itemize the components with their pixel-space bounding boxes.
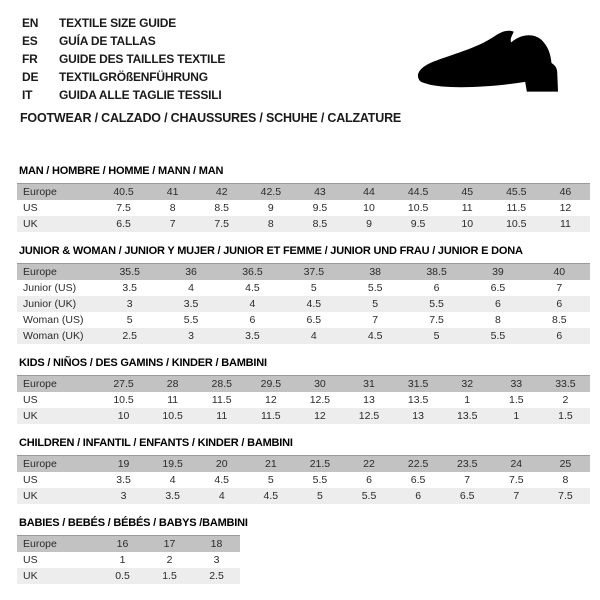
section-children [17, 437, 600, 504]
size-value-cell: 16 [116, 538, 129, 550]
size-value-cell: 8.5 [552, 314, 567, 326]
size-value-cell: 19.5 [162, 458, 183, 470]
size-value-cell: 38.5 [426, 266, 447, 278]
size-value-cell: 31 [363, 378, 375, 390]
size-value-cell: 6.5 [410, 474, 426, 486]
size-value-cell: 9.5 [410, 218, 426, 230]
row-label-cell: UK [23, 410, 38, 422]
size-value-cell: 31.5 [407, 378, 429, 390]
size-value-cell: 33.5 [555, 378, 576, 390]
size-value-cell: 20 [215, 458, 228, 470]
size-value-cell: 32 [461, 378, 474, 390]
size-value-cell: 7.5 [558, 490, 573, 502]
size-value-cell: 12 [559, 202, 572, 214]
size-value-cell: 23.5 [456, 458, 478, 470]
size-value-cell: 5.5 [361, 490, 377, 502]
size-value-cell: 7 [464, 474, 471, 486]
size-value-cell: 3 [126, 298, 133, 310]
size-value-cell: 22.5 [407, 458, 429, 470]
size-value-cell: 3 [120, 490, 127, 502]
section-man [17, 165, 600, 232]
size-value-cell: 11 [167, 394, 179, 406]
size-value-cell: 28.5 [211, 378, 232, 390]
size-value-cell: 38 [369, 266, 382, 278]
size-value-cell: 21 [264, 458, 277, 470]
size-row [17, 392, 590, 408]
row-label-cell: Junior (UK) [23, 298, 77, 310]
size-value-cell: 9.5 [312, 202, 328, 214]
language-label: TEXTILE SIZE GUIDE [59, 16, 177, 30]
size-value-cell: 8 [267, 218, 274, 230]
size-value-cell: 35.5 [119, 266, 140, 278]
size-value-cell: 1 [119, 554, 126, 566]
europe-size-row [17, 536, 240, 553]
size-value-cell: 6 [556, 298, 563, 310]
size-value-cell: 10.5 [162, 410, 183, 422]
row-label-cell: Woman (US) [23, 314, 84, 326]
size-value-cell: 10.5 [407, 202, 429, 214]
size-value-cell: 7 [169, 218, 176, 230]
size-value-cell: 4.5 [214, 474, 230, 486]
size-value-cell: 43 [314, 186, 326, 198]
size-value-cell: 18 [210, 538, 223, 550]
size-row [17, 280, 590, 296]
language-label: GUIDE DES TAILLES TEXTILE [59, 52, 226, 66]
size-value-cell: 29.5 [260, 378, 282, 390]
size-value-cell: 2.5 [122, 330, 137, 342]
section-babies [17, 517, 600, 584]
size-value-cell: 37.5 [303, 266, 325, 278]
size-value-cell: 4 [310, 330, 317, 342]
size-value-cell: 13.5 [456, 410, 478, 422]
size-value-cell: 4 [188, 282, 194, 294]
size-value-cell: 13 [412, 410, 424, 422]
size-value-cell: 11 [461, 202, 473, 214]
row-label-cell: Junior (US) [23, 282, 77, 294]
size-row [17, 552, 240, 568]
size-value-cell: 13.5 [407, 394, 429, 406]
size-value-cell: 8 [562, 474, 569, 486]
section-title: BABIES / BEBÉS / BÉBÉS / BABYS /BAMBINI [19, 517, 248, 529]
size-value-cell: 9 [366, 218, 372, 230]
size-value-cell: 5.5 [490, 330, 506, 342]
language-code: ES [22, 34, 38, 48]
row-label-cell: Woman (UK) [23, 330, 84, 342]
size-value-cell: 7.5 [508, 474, 524, 486]
size-value-cell: 3.5 [122, 282, 137, 294]
size-value-cell: 17 [163, 538, 176, 550]
size-row [17, 216, 590, 232]
section-title: MAN / HOMBRE / HOMME / MANN / MAN [19, 165, 224, 177]
size-value-cell: 22 [363, 458, 375, 470]
size-value-cell: 12.5 [309, 394, 331, 406]
size-value-cell: 11 [216, 410, 228, 422]
size-value-cell: 0.5 [115, 570, 130, 582]
size-value-cell: 6 [415, 490, 422, 502]
size-value-cell: 10 [363, 202, 375, 214]
size-value-cell: 8 [169, 202, 176, 214]
row-label-cell: US [23, 202, 38, 214]
size-value-cell: 5 [267, 474, 274, 486]
size-row [17, 568, 240, 584]
size-value-cell: 3.5 [183, 298, 199, 310]
size-value-cell: 33 [510, 378, 523, 390]
size-value-cell: 6.5 [490, 282, 506, 294]
size-value-cell: 6.5 [116, 218, 131, 230]
size-row [17, 488, 590, 504]
size-value-cell: 9 [267, 202, 274, 214]
language-label: TEXTILGRÖßENFÜHRUNG [59, 70, 208, 84]
size-value-cell: 10 [117, 410, 130, 422]
size-value-cell: 1 [464, 394, 471, 406]
language-code: EN [22, 16, 39, 30]
language-code: IT [22, 88, 33, 102]
size-value-cell: 28 [166, 378, 179, 390]
size-table [17, 535, 240, 584]
size-value-cell: 10.5 [113, 394, 134, 406]
size-value-cell: 24 [510, 458, 523, 470]
size-value-cell: 5 [310, 282, 317, 294]
size-value-cell: 8.5 [214, 202, 230, 214]
size-value-cell: 12.5 [358, 410, 380, 422]
row-label-cell: US [23, 554, 38, 566]
language-code: FR [22, 52, 38, 66]
row-label-cell: Europe [23, 538, 57, 550]
language-label: GUÍA DE TALLAS [59, 34, 156, 48]
size-value-cell: 7 [513, 490, 520, 502]
size-value-cell: 42 [215, 186, 228, 198]
europe-size-row [17, 264, 590, 281]
size-value-cell: 5 [126, 314, 133, 326]
europe-size-row [17, 184, 590, 201]
size-value-cell: 6 [556, 330, 563, 342]
size-value-cell: 7.5 [116, 202, 131, 214]
size-value-cell: 2.5 [209, 570, 224, 582]
size-value-cell: 10.5 [506, 218, 527, 230]
size-value-cell: 42.5 [260, 186, 282, 198]
size-value-cell: 12 [314, 410, 326, 422]
section-title: KIDS / NIÑOS / DES GAMINS / KINDER / BAMBINI [19, 357, 267, 369]
size-value-cell: 6 [495, 298, 501, 310]
size-value-cell: 11.5 [211, 394, 232, 406]
size-value-cell: 10 [461, 218, 474, 230]
size-value-cell: 1.5 [162, 570, 177, 582]
size-value-cell: 2 [166, 554, 173, 566]
size-value-cell: 1.5 [558, 410, 573, 422]
size-value-cell: 6.5 [459, 490, 475, 502]
section-title: CHILDREN / INFANTIL / ENFANTS / KINDER / BAMBINI [19, 437, 293, 449]
row-label-cell: UK [23, 218, 38, 230]
size-value-cell: 4.5 [263, 490, 279, 502]
europe-size-row [17, 376, 590, 393]
size-table [17, 263, 590, 344]
size-value-cell: 40 [553, 266, 566, 278]
row-label-cell: US [23, 394, 38, 406]
size-value-cell: 7.5 [429, 314, 444, 326]
size-value-cell: 3.5 [116, 474, 131, 486]
size-value-cell: 4 [218, 490, 225, 502]
size-value-cell: 8 [495, 314, 501, 326]
size-table [17, 375, 590, 424]
size-value-cell: 7 [372, 314, 379, 326]
row-label-cell: US [23, 474, 38, 486]
row-label-cell: Europe [23, 266, 57, 278]
section-kids [17, 357, 600, 424]
size-table [17, 455, 590, 504]
row-label-cell: Europe [23, 458, 57, 470]
size-value-cell: 36.5 [242, 266, 263, 278]
size-value-cell: 5 [317, 490, 323, 502]
size-value-cell: 44.5 [407, 186, 429, 198]
size-value-cell: 3 [188, 330, 194, 342]
size-value-cell: 41 [166, 186, 179, 198]
europe-size-row [17, 456, 590, 473]
row-label-cell: Europe [23, 378, 57, 390]
size-value-cell: 11 [559, 218, 571, 230]
size-value-cell: 8.5 [312, 218, 328, 230]
size-value-cell: 12 [264, 394, 277, 406]
size-value-cell: 11.5 [260, 410, 281, 422]
size-value-cell: 30 [314, 378, 326, 390]
size-tables [17, 165, 600, 584]
size-value-cell: 2 [562, 394, 569, 406]
size-value-cell: 21.5 [309, 458, 331, 470]
size-value-cell: 5.5 [429, 298, 444, 310]
category-line: FOOTWEAR / CALZADO / CHAUSSURES / SCHUHE / CALZATURE [20, 111, 402, 125]
row-label-cell: Europe [23, 186, 57, 198]
size-value-cell: 44 [363, 186, 375, 198]
size-value-cell: 3.5 [165, 490, 180, 502]
size-value-cell: 7.5 [214, 218, 230, 230]
size-value-cell: 39 [492, 266, 504, 278]
size-value-cell: 7 [556, 282, 563, 294]
size-value-cell: 3.5 [245, 330, 260, 342]
row-label-cell: UK [23, 570, 38, 582]
section-title: JUNIOR & WOMAN / JUNIOR Y MUJER / JUNIOR ET FEMME / JUNIOR UND FRAU / JUNIOR E DONA [19, 245, 523, 257]
size-value-cell: 13 [363, 394, 375, 406]
size-value-cell: 19 [117, 458, 130, 470]
size-value-cell: 1 [513, 410, 520, 422]
size-value-cell: 6 [433, 282, 440, 294]
size-value-cell: 3 [213, 554, 220, 566]
size-value-cell: 5.5 [367, 282, 383, 294]
size-value-cell: 4 [249, 298, 256, 310]
size-value-cell: 4.5 [306, 298, 322, 310]
size-value-cell: 27.5 [113, 378, 134, 390]
size-value-cell: 45.5 [506, 186, 527, 198]
size-value-cell: 36 [185, 266, 197, 278]
size-value-cell: 5 [372, 298, 379, 310]
size-row [17, 296, 590, 312]
size-table [17, 183, 590, 232]
size-value-cell: 6 [366, 474, 372, 486]
language-label: GUIDA ALLE TAGLIE TESSILI [59, 88, 222, 102]
size-row [17, 408, 590, 424]
size-value-cell: 45 [461, 186, 474, 198]
size-value-cell: 11.5 [506, 202, 527, 214]
size-row [17, 312, 590, 328]
size-row [17, 328, 590, 344]
size-value-cell: 46 [559, 186, 572, 198]
language-code: DE [22, 70, 39, 84]
size-value-cell: 25 [559, 458, 572, 470]
size-value-cell: 5.5 [183, 314, 199, 326]
size-value-cell: 5 [433, 330, 440, 342]
size-row [17, 200, 590, 216]
section-junior-woman [17, 245, 600, 344]
size-value-cell: 4.5 [245, 282, 260, 294]
size-value-cell: 4.5 [367, 330, 383, 342]
size-row [17, 472, 590, 488]
size-value-cell: 1.5 [508, 394, 524, 406]
size-value-cell: 4 [169, 474, 176, 486]
size-value-cell: 5.5 [312, 474, 328, 486]
row-label-cell: UK [23, 490, 38, 502]
shoe-icon [410, 26, 578, 104]
size-value-cell: 6 [249, 314, 256, 326]
size-value-cell: 6.5 [306, 314, 322, 326]
size-value-cell: 40.5 [113, 186, 134, 198]
